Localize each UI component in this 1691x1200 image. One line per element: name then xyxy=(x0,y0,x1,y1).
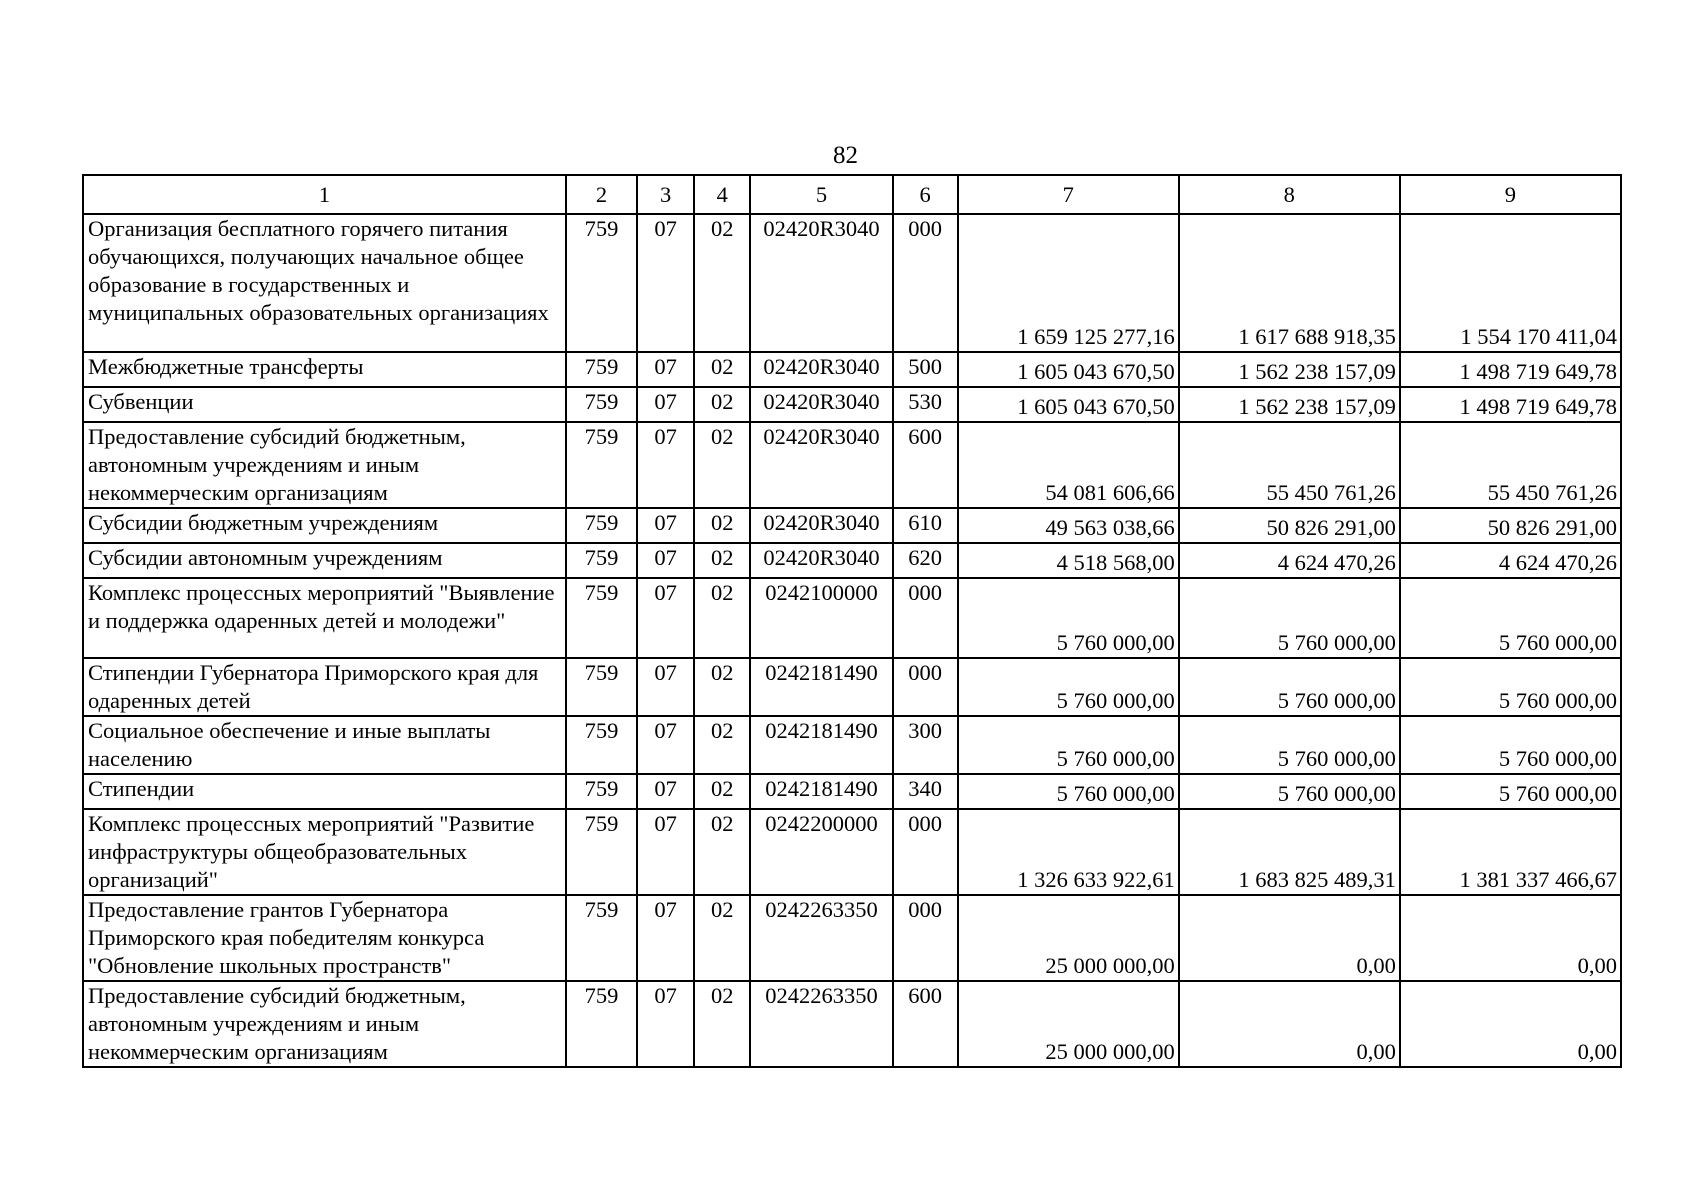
code-4: 02 xyxy=(694,508,751,543)
row-name: Комплекс процессных мероприятий "Развитие инфраструктуры общеобразовательных организаций" xyxy=(83,809,566,895)
header-row xyxy=(83,175,1621,214)
column-header: 8 xyxy=(1179,175,1400,214)
code-2: 759 xyxy=(566,809,638,895)
code-3: 07 xyxy=(637,508,694,543)
row-name: Комплекс процессных мероприятий "Выявление и поддержка одаренных детей и молодежи" xyxy=(83,578,566,658)
budget-table xyxy=(82,174,1622,1068)
column-header: 9 xyxy=(1400,175,1621,214)
table-row xyxy=(83,716,1621,774)
amount-7: 5 760 000,00 xyxy=(958,578,1179,658)
amount-9: 1 498 719 649,78 xyxy=(1400,387,1621,422)
amount-8: 0,00 xyxy=(1179,895,1400,981)
code-6: 500 xyxy=(893,352,958,387)
code-2: 759 xyxy=(566,895,638,981)
code-4: 02 xyxy=(694,809,751,895)
amount-8: 50 826 291,00 xyxy=(1179,508,1400,543)
amount-7: 5 760 000,00 xyxy=(958,716,1179,774)
code-2: 759 xyxy=(566,658,638,716)
code-3: 07 xyxy=(637,387,694,422)
row-name: Стипендии Губернатора Приморского края для одаренных детей xyxy=(83,658,566,716)
code-4: 02 xyxy=(694,387,751,422)
code-6: 600 xyxy=(893,981,958,1067)
amount-9: 5 760 000,00 xyxy=(1400,578,1621,658)
amount-9: 1 498 719 649,78 xyxy=(1400,352,1621,387)
column-header: 6 xyxy=(893,175,958,214)
code-2: 759 xyxy=(566,578,638,658)
code-4: 02 xyxy=(694,543,751,578)
code-6: 300 xyxy=(893,716,958,774)
code-3: 07 xyxy=(637,774,694,809)
code-3: 07 xyxy=(637,658,694,716)
column-header: 5 xyxy=(750,175,892,214)
code-3: 07 xyxy=(637,578,694,658)
table-row xyxy=(83,214,1621,352)
code-3: 07 xyxy=(637,981,694,1067)
code-2: 759 xyxy=(566,508,638,543)
amount-7: 1 605 043 670,50 xyxy=(958,387,1179,422)
amount-9: 1 381 337 466,67 xyxy=(1400,809,1621,895)
amount-8: 5 760 000,00 xyxy=(1179,774,1400,809)
row-name: Предоставление субсидий бюджетным, автономным учреждениям и иным некоммерческим организациям xyxy=(83,981,566,1067)
code-6: 000 xyxy=(893,214,958,352)
amount-9: 50 826 291,00 xyxy=(1400,508,1621,543)
column-header: 1 xyxy=(83,175,566,214)
code-2: 759 xyxy=(566,352,638,387)
amount-7: 1 659 125 277,16 xyxy=(958,214,1179,352)
code-5: 02420R3040 xyxy=(750,422,892,508)
code-5: 02420R3040 xyxy=(750,543,892,578)
code-4: 02 xyxy=(694,422,751,508)
page-number: 82 xyxy=(833,142,858,169)
amount-8: 5 760 000,00 xyxy=(1179,578,1400,658)
amount-9: 0,00 xyxy=(1400,895,1621,981)
amount-8: 5 760 000,00 xyxy=(1179,658,1400,716)
code-5: 0242181490 xyxy=(750,658,892,716)
code-2: 759 xyxy=(566,214,638,352)
row-name: Социальное обеспечение и иные выплаты населению xyxy=(83,716,566,774)
code-4: 02 xyxy=(694,214,751,352)
code-6: 000 xyxy=(893,658,958,716)
amount-8: 0,00 xyxy=(1179,981,1400,1067)
amount-9: 5 760 000,00 xyxy=(1400,658,1621,716)
code-4: 02 xyxy=(694,716,751,774)
row-name: Межбюджетные трансферты xyxy=(83,352,566,387)
amount-8: 1 617 688 918,35 xyxy=(1179,214,1400,352)
amount-8: 1 562 238 157,09 xyxy=(1179,387,1400,422)
code-5: 0242100000 xyxy=(750,578,892,658)
table-row xyxy=(83,578,1621,658)
code-2: 759 xyxy=(566,981,638,1067)
table-row xyxy=(83,658,1621,716)
amount-9: 4 624 470,26 xyxy=(1400,543,1621,578)
amount-8: 1 562 238 157,09 xyxy=(1179,352,1400,387)
code-3: 07 xyxy=(637,716,694,774)
code-5: 02420R3040 xyxy=(750,214,892,352)
code-5: 0242263350 xyxy=(750,895,892,981)
code-6: 340 xyxy=(893,774,958,809)
code-5: 0242200000 xyxy=(750,809,892,895)
amount-7: 25 000 000,00 xyxy=(958,981,1179,1067)
amount-8: 55 450 761,26 xyxy=(1179,422,1400,508)
column-header: 2 xyxy=(566,175,638,214)
code-6: 000 xyxy=(893,809,958,895)
code-6: 000 xyxy=(893,895,958,981)
row-name: Предоставление грантов Губернатора Приморского края победителям конкурса "Обновление школьных пространств" xyxy=(83,895,566,981)
table-row xyxy=(83,352,1621,387)
code-2: 759 xyxy=(566,387,638,422)
code-4: 02 xyxy=(694,895,751,981)
code-5: 0242181490 xyxy=(750,774,892,809)
amount-8: 1 683 825 489,31 xyxy=(1179,809,1400,895)
amount-9: 5 760 000,00 xyxy=(1400,716,1621,774)
amount-7: 1 326 633 922,61 xyxy=(958,809,1179,895)
amount-9: 5 760 000,00 xyxy=(1400,774,1621,809)
table-row xyxy=(83,809,1621,895)
table-row xyxy=(83,981,1621,1067)
code-2: 759 xyxy=(566,774,638,809)
amount-7: 4 518 568,00 xyxy=(958,543,1179,578)
code-5: 0242263350 xyxy=(750,981,892,1067)
code-2: 759 xyxy=(566,716,638,774)
code-2: 759 xyxy=(566,543,638,578)
table-row xyxy=(83,543,1621,578)
code-6: 000 xyxy=(893,578,958,658)
amount-8: 5 760 000,00 xyxy=(1179,716,1400,774)
row-name: Стипендии xyxy=(83,774,566,809)
table-row xyxy=(83,387,1621,422)
code-3: 07 xyxy=(637,214,694,352)
code-6: 530 xyxy=(893,387,958,422)
table-row xyxy=(83,774,1621,809)
code-3: 07 xyxy=(637,895,694,981)
code-3: 07 xyxy=(637,543,694,578)
row-name: Субсидии бюджетным учреждениям xyxy=(83,508,566,543)
row-name: Субсидии автономным учреждениям xyxy=(83,543,566,578)
amount-8: 4 624 470,26 xyxy=(1179,543,1400,578)
code-4: 02 xyxy=(694,774,751,809)
code-2: 759 xyxy=(566,422,638,508)
code-3: 07 xyxy=(637,352,694,387)
amount-7: 54 081 606,66 xyxy=(958,422,1179,508)
amount-7: 5 760 000,00 xyxy=(958,658,1179,716)
amount-7: 5 760 000,00 xyxy=(958,774,1179,809)
row-name: Предоставление субсидий бюджетным, автономным учреждениям и иным некоммерческим организациям xyxy=(83,422,566,508)
code-4: 02 xyxy=(694,658,751,716)
code-6: 610 xyxy=(893,508,958,543)
code-5: 02420R3040 xyxy=(750,387,892,422)
table-row xyxy=(83,508,1621,543)
amount-7: 1 605 043 670,50 xyxy=(958,352,1179,387)
code-5: 0242181490 xyxy=(750,716,892,774)
amount-7: 49 563 038,66 xyxy=(958,508,1179,543)
code-5: 02420R3040 xyxy=(750,352,892,387)
column-header: 7 xyxy=(958,175,1179,214)
code-6: 620 xyxy=(893,543,958,578)
code-3: 07 xyxy=(637,422,694,508)
code-4: 02 xyxy=(694,352,751,387)
code-3: 07 xyxy=(637,809,694,895)
code-4: 02 xyxy=(694,981,751,1067)
column-header: 4 xyxy=(694,175,751,214)
code-4: 02 xyxy=(694,578,751,658)
amount-9: 1 554 170 411,04 xyxy=(1400,214,1621,352)
amount-9: 0,00 xyxy=(1400,981,1621,1067)
code-5: 02420R3040 xyxy=(750,508,892,543)
row-name: Субвенции xyxy=(83,387,566,422)
column-header: 3 xyxy=(637,175,694,214)
table-row xyxy=(83,895,1621,981)
amount-7: 25 000 000,00 xyxy=(958,895,1179,981)
code-6: 600 xyxy=(893,422,958,508)
table-row xyxy=(83,422,1621,508)
amount-9: 55 450 761,26 xyxy=(1400,422,1621,508)
row-name: Организация бесплатного горячего питания обучающихся, получающих начальное общее образование в государственных и муниципальных образовательных организациях xyxy=(83,214,566,352)
